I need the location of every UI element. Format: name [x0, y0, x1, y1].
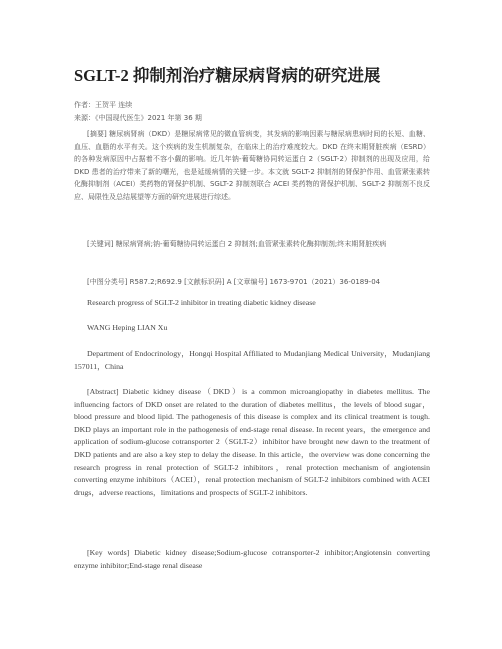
abstract-en-text: [Abstract] Diabetic kidney disease（DKD）is a common microangiopathy in diabetes mellitus. The influencing factors of DKD onset are related to the duration of diabetes mellitus，the levels of blood sugar，blood pressure and blood lipid. The pathogenesis of this disease is complex and its clinical treatment is tough. DKD plays an important role in the pathogenesis of end-stage renal disease. In recent years，the emergence and application of sodium-glucose cotransporter 2（SGLT-2）inhibitor have brought new dawn to the treatment of DKD patients and are also a key step to delay the disease. In this article，the overview was done concerning the research progress in renal protection of SGLT-2 inhibitors，renal protection mechanism of angiotensin converting enzyme inhibitors（ACEI），renal protection mechanism of SGLT-2 inhibitors combined with ACEI drugs，adverse reactions，limitations and prospects of SGLT-2 inhibitors.: [74, 387, 430, 497]
article-title: SGLT-2 抑制剂治疗糖尿病肾病的研究进展: [74, 66, 381, 85]
abstract-cn-text: [摘要] 糖尿病肾病（DKD）是糖尿病常见的微血管病变，其发病的影响因素与糖尿病患病时间的长短、血糖、血压、血脂的水平有关。这个疾病的发生机制复杂，在临床上的治疗难度较大。DKD 在终末期肾脏疾病（ESRD）的各种发病原因中占据着不容小觑的影响。近几年钠-葡萄糖协同转运蛋白 2（SGLT-2）抑制剂的出现及应用，给 DKD 患者的治疗带来了新的曙光，也是延缓病情的关键一步。本文就 SGLT-2 抑制剂的肾保护作用、血管紧张素转化酶抑制剂（ACEI）类药物的肾保护机制、SGLT-2 抑制剂联合 ACEI 类药物的肾保护机制、SGLT-2 抑制剂不良反应、局限性及总结展望等方面的研究进展进行综述。: [74, 130, 430, 201]
affiliation-en-text: Department of Endocrinology，Hongqi Hospital Affiliated to Mudanjiang Medical University，Mudanjiang 157011，China: [74, 349, 430, 371]
authors-en: [74, 322, 430, 335]
keywords-en-text: [Key words] Diabetic kidney disease;Sodium-glucose cotransporter-2 inhibitor;Angiotensin converting enzyme inhibitor;End-stage renal disease: [74, 548, 430, 570]
keywords-cn-text: [关键词] 糖尿病肾病;钠-葡萄糖协同转运蛋白 2 抑制剂;血管紧张素转化酶抑制剂;终末期肾脏疾病: [87, 240, 387, 248]
title-en: [74, 297, 430, 310]
article-authors: 作者：王贺平 连续: [74, 101, 133, 109]
abstract-cn: [74, 128, 430, 203]
classification-text: [中图分类号] R587.2;R692.9 [文献标识码] A [文章编号] 1673-9701（2021）36-0189-04: [87, 278, 381, 286]
keywords-en: [74, 547, 430, 572]
abstract-en: [74, 386, 430, 499]
title-en-text: Research progress of SGLT-2 inhibitor in treating diabetic kidney disease: [87, 298, 316, 307]
keywords-cn: [74, 238, 430, 251]
classification-line: [74, 276, 430, 289]
article-source: 来源：《中国现代医生》2021 年第 36 期: [74, 114, 202, 122]
authors-en-text: WANG Heping LIAN Xu: [87, 323, 168, 332]
affiliation-en: [74, 348, 430, 373]
